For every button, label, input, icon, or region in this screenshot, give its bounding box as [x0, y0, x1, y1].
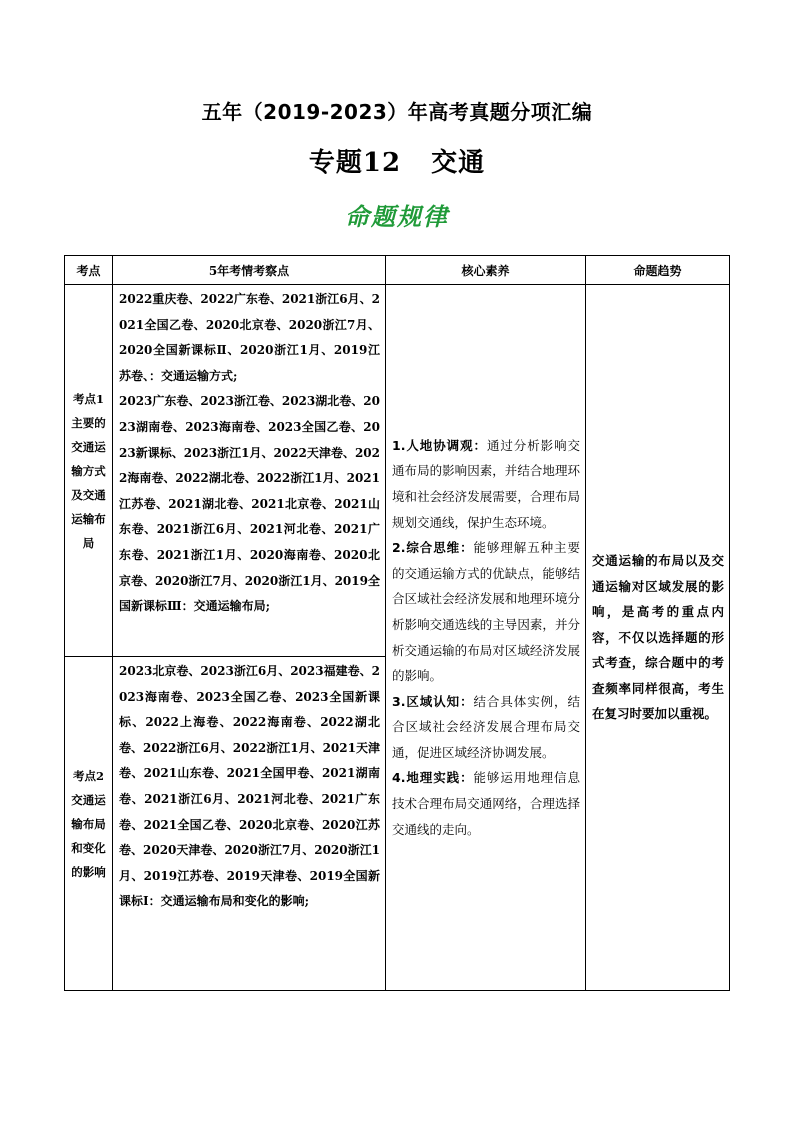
table-header-row [65, 256, 730, 285]
rules-table [64, 255, 730, 991]
table-row [65, 285, 730, 657]
literacy-label: 3.区域认知： [392, 693, 474, 709]
literacy-item [392, 433, 580, 535]
kaodian-cell: 考点2交通运输布局和变化的影响 [65, 657, 113, 991]
exams-cell [113, 657, 386, 991]
literacy-text: 通过分析影响交通布局的影响因素，并结合地理环境和社会经济发展需要，合理布局规划交通线，保护生态环境。 [392, 437, 580, 530]
literacy-item [392, 535, 580, 689]
literacy-label: 1.人地协调观： [392, 437, 487, 453]
literacy-label: 4.地理实践： [392, 770, 474, 786]
literacy-text: 能够理解五种主要的交通运输方式的优缺点，能够结合区域社会经济发展和地理环境分析影响交通选线的主导因素，并分析交通运输的布局对区域经济发展的影响。 [392, 540, 580, 684]
exam-list-item: 2023广东卷、2023浙江卷、2023湖北卷、2023湖南卷、2023海南卷、2023全国乙卷、2023新课标、2023浙江1月、2022天津卷、2022海南卷、2022湖北卷、2022浙江1月、2021江苏卷、2021湖北卷、2021北京卷、2021山东卷、2021浙江6月、2021河北卷、2021广东卷、2021浙江1月、2020海南卷、2020北京卷、2020浙江7月、2020浙江1月、2019全国新课标Ⅲ：交通运输布局; [119, 394, 380, 614]
exam-list-item: 2023北京卷、2023浙江6月、2023福建卷、2023海南卷、2023全国乙卷、2023全国新课标、2022上海卷、2022海南卷、2022湖北卷、2022浙江6月、2022浙江1月、2021天津卷、2021山东卷、2021全国甲卷、2021湖南卷、2021浙江6月、2021河北卷、2021广东卷、2021全国乙卷、2020北京卷、2020江苏卷、2020天津卷、2020浙江7月、2020浙江1月、2019江苏卷、2019天津卷、2019全国新课标Ⅰ：交通运输布局和变化的影响; [119, 664, 380, 909]
topic-number: 专题12 [308, 148, 402, 178]
header-exams: 5年考情考察点 [113, 256, 386, 285]
literacy-label: 2.综合思维： [392, 540, 474, 556]
header-trend: 命题趋势 [586, 256, 730, 285]
topic-title [0, 142, 794, 179]
literacy-item [392, 689, 580, 766]
exams-cell [113, 285, 386, 657]
literacy-item [392, 765, 580, 842]
header-core-literacy: 核心素养 [386, 256, 586, 285]
document-title: 五年（2019-2023）年高考真题分项汇编 [201, 100, 593, 124]
section-heading: 命题规律 [345, 203, 449, 231]
literacy-text: 能够运用地理信息技术合理布局交通网络，合理选择交通线的走向。 [392, 770, 580, 837]
literacy-text: 结合具体实例，结合区域社会经济发展合理布局交通，促进区域经济协调发展。 [392, 693, 580, 760]
exam-list-item: 2022重庆卷、2022广东卷、2021浙江6月、2021全国乙卷、2020北京卷、2020浙江7月、2020全国新课标Ⅱ、2020浙江1月、2019江苏卷、：交通运输方式; [119, 292, 380, 383]
core-literacy-cell [386, 285, 586, 991]
header-kaodian: 考点 [65, 256, 113, 285]
topic-name: 交通 [431, 148, 486, 178]
kaodian-cell: 考点1主要的交通运输方式及交通运输布局 [65, 285, 113, 657]
trend-cell: 交通运输的布局以及交通运输对区域发展的影响，是高考的重点内容，不仅以选择题的形式考查，综合题中的考查频率同样很高，考生在复习时要加以重视。 [586, 285, 730, 991]
